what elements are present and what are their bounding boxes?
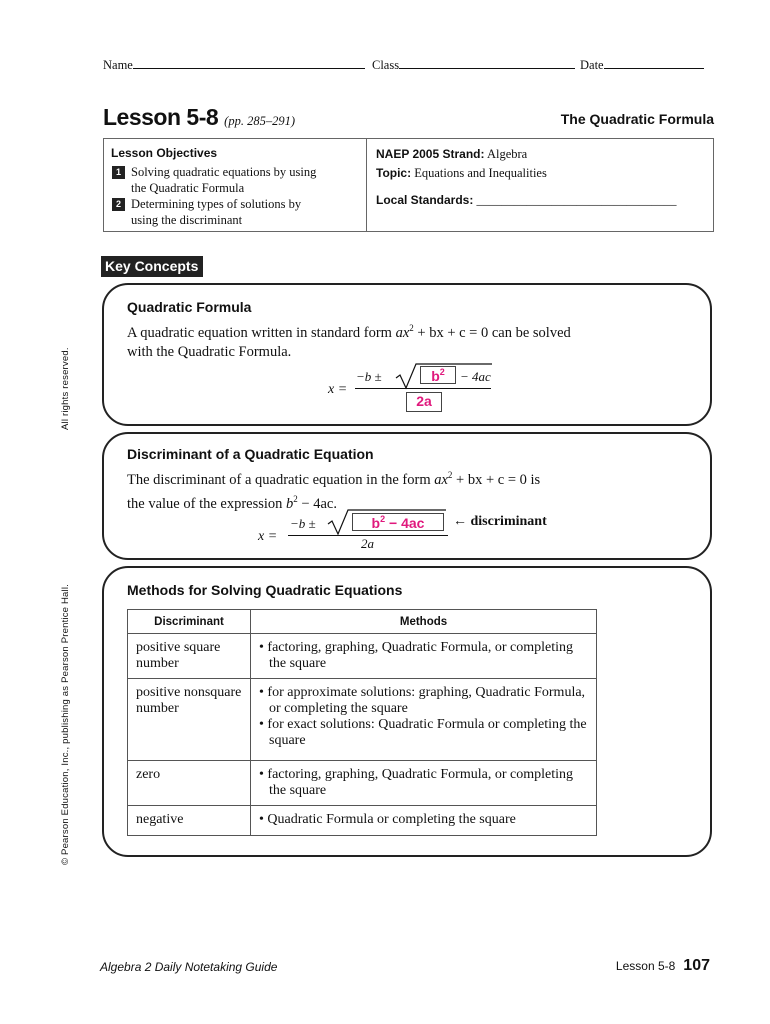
- name-field[interactable]: [103, 57, 365, 73]
- class-blank[interactable]: [399, 57, 575, 69]
- fraction-bar: [355, 388, 491, 389]
- table-row: [128, 806, 597, 836]
- answer-b: b: [431, 368, 440, 384]
- qf-minus-4ac: − 4ac: [460, 369, 491, 384]
- disc-text-cb: b: [286, 496, 294, 512]
- col-discriminant: Discriminant: [128, 610, 251, 634]
- naep-strand: [376, 147, 527, 162]
- methods-title: Methods for Solving Quadratic Equations: [127, 582, 403, 598]
- disc-denominator: 2a: [361, 536, 374, 551]
- local-standards[interactable]: [376, 193, 676, 208]
- method-item: • for exact solutions: Quadratic Formula or completing the square: [259, 717, 587, 748]
- methods-cell: [251, 761, 597, 806]
- col-methods: Methods: [251, 610, 597, 634]
- discriminant-cell: negative: [128, 806, 251, 836]
- discriminant-title: Discriminant of a Quadratic Equation: [127, 446, 374, 462]
- copyright-notice: © Pearson Education, Inc., publishing as Pearson Prentice Hall.: [60, 584, 71, 865]
- topic-row: [376, 166, 547, 181]
- name-blank[interactable]: [133, 57, 365, 69]
- answer-disc-rest: − 4ac: [385, 515, 425, 531]
- answer-2a: [406, 392, 442, 412]
- naep-value: Algebra: [486, 147, 528, 161]
- disc-text-sup: 2: [447, 470, 453, 480]
- discriminant-cell: positive nonsquare number: [128, 679, 251, 761]
- disc-text-c1: the value of the expression: [127, 496, 287, 512]
- footer-lesson: Lesson 5-8: [615, 959, 676, 973]
- method-item: • factoring, graphing, Quadratic Formula, or completing the square: [259, 640, 573, 671]
- objective-text: Determining types of solutions by using the discriminant: [131, 197, 302, 227]
- method-item: • factoring, graphing, Quadratic Formula, or completing the square: [259, 767, 573, 798]
- method-item: • for approximate solutions: graphing, Quadratic Formula, or completing the square: [259, 685, 586, 716]
- footer-book-title: Algebra 2 Daily Notetaking Guide: [100, 960, 278, 974]
- page-number: 107: [683, 957, 710, 974]
- class-field[interactable]: [372, 57, 575, 73]
- answer-disc-sup: 2: [380, 514, 386, 524]
- objectives-divider: [366, 138, 367, 232]
- methods-cell: [251, 634, 597, 679]
- discriminant-cell: zero: [128, 761, 251, 806]
- methods-cell: [251, 806, 597, 836]
- answer-disc-b: b: [371, 515, 381, 531]
- objectives-heading: Lesson Objectives: [111, 146, 218, 160]
- qf-text-a: A quadratic equation written in standard form: [127, 325, 396, 341]
- topic-value: Equations and Inequalities: [414, 166, 547, 180]
- lesson-pages: (pp. 285–291): [224, 114, 295, 128]
- qf-text-c: with the Quadratic Formula.: [127, 344, 292, 360]
- class-label: Class: [372, 58, 400, 72]
- lesson-title: [103, 104, 295, 131]
- date-blank[interactable]: [604, 57, 704, 69]
- date-label: Date: [580, 58, 604, 72]
- local-standards-label: Local Standards:: [376, 193, 474, 207]
- topic-title: The Quadratic Formula: [560, 111, 714, 127]
- methods-cell: [251, 679, 597, 761]
- qf-text-sup: 2: [409, 323, 414, 333]
- discriminant-arrow-label: ← discriminant: [453, 514, 547, 529]
- objective-item: [112, 165, 331, 196]
- topic-label: Topic:: [376, 166, 412, 180]
- key-concepts-label: Key Concepts: [101, 256, 203, 277]
- answer-b-sup: 2: [439, 367, 445, 377]
- table-row: [128, 679, 597, 761]
- method-item: • Quadratic Formula or completing the square: [259, 812, 516, 827]
- disc-text-eq: ax: [434, 472, 448, 488]
- answer-2a-text: 2a: [416, 393, 432, 409]
- rights-notice: All rights reserved.: [60, 347, 71, 430]
- discriminant-cell: positive square number: [128, 634, 251, 679]
- objective-number: 2: [112, 198, 125, 211]
- disc-text-a: The discriminant of a quadratic equation in the form: [127, 472, 435, 488]
- answer-b-squared: [420, 366, 456, 384]
- disc-neg-b-pm: −b ±: [290, 516, 316, 531]
- table-row: [128, 761, 597, 806]
- methods-table: [127, 609, 597, 836]
- objective-text: Solving quadratic equations by using the Quadratic Formula: [131, 165, 317, 195]
- date-field[interactable]: [580, 57, 704, 73]
- qf-text-b: + bx + c = 0 can be solved: [413, 325, 571, 341]
- table-header-row: [128, 610, 597, 634]
- disc-x-equals: x =: [258, 529, 278, 544]
- answer-discriminant: [352, 513, 444, 531]
- local-standards-blank[interactable]: ________________________________: [476, 193, 677, 207]
- quadratic-formula-title: Quadratic Formula: [127, 299, 252, 315]
- table-row: [128, 634, 597, 679]
- qf-x-equals: x =: [328, 382, 348, 397]
- objective-item: [112, 197, 331, 228]
- name-label: Name: [103, 58, 133, 72]
- lesson-number: Lesson 5-8: [103, 104, 219, 130]
- disc-text-c2: − 4ac.: [297, 496, 337, 512]
- naep-label: NAEP 2005 Strand:: [376, 147, 485, 161]
- discriminant-text: [127, 466, 540, 514]
- qf-neg-b-pm: −b ±: [356, 369, 382, 384]
- objective-number: 1: [112, 166, 125, 179]
- footer-page: [616, 957, 710, 975]
- quadratic-formula-text: [127, 319, 571, 362]
- disc-text-b: + bx + c = 0 is: [452, 472, 541, 488]
- qf-text-eq: ax: [395, 325, 410, 341]
- disc-text-csup: 2: [293, 494, 298, 504]
